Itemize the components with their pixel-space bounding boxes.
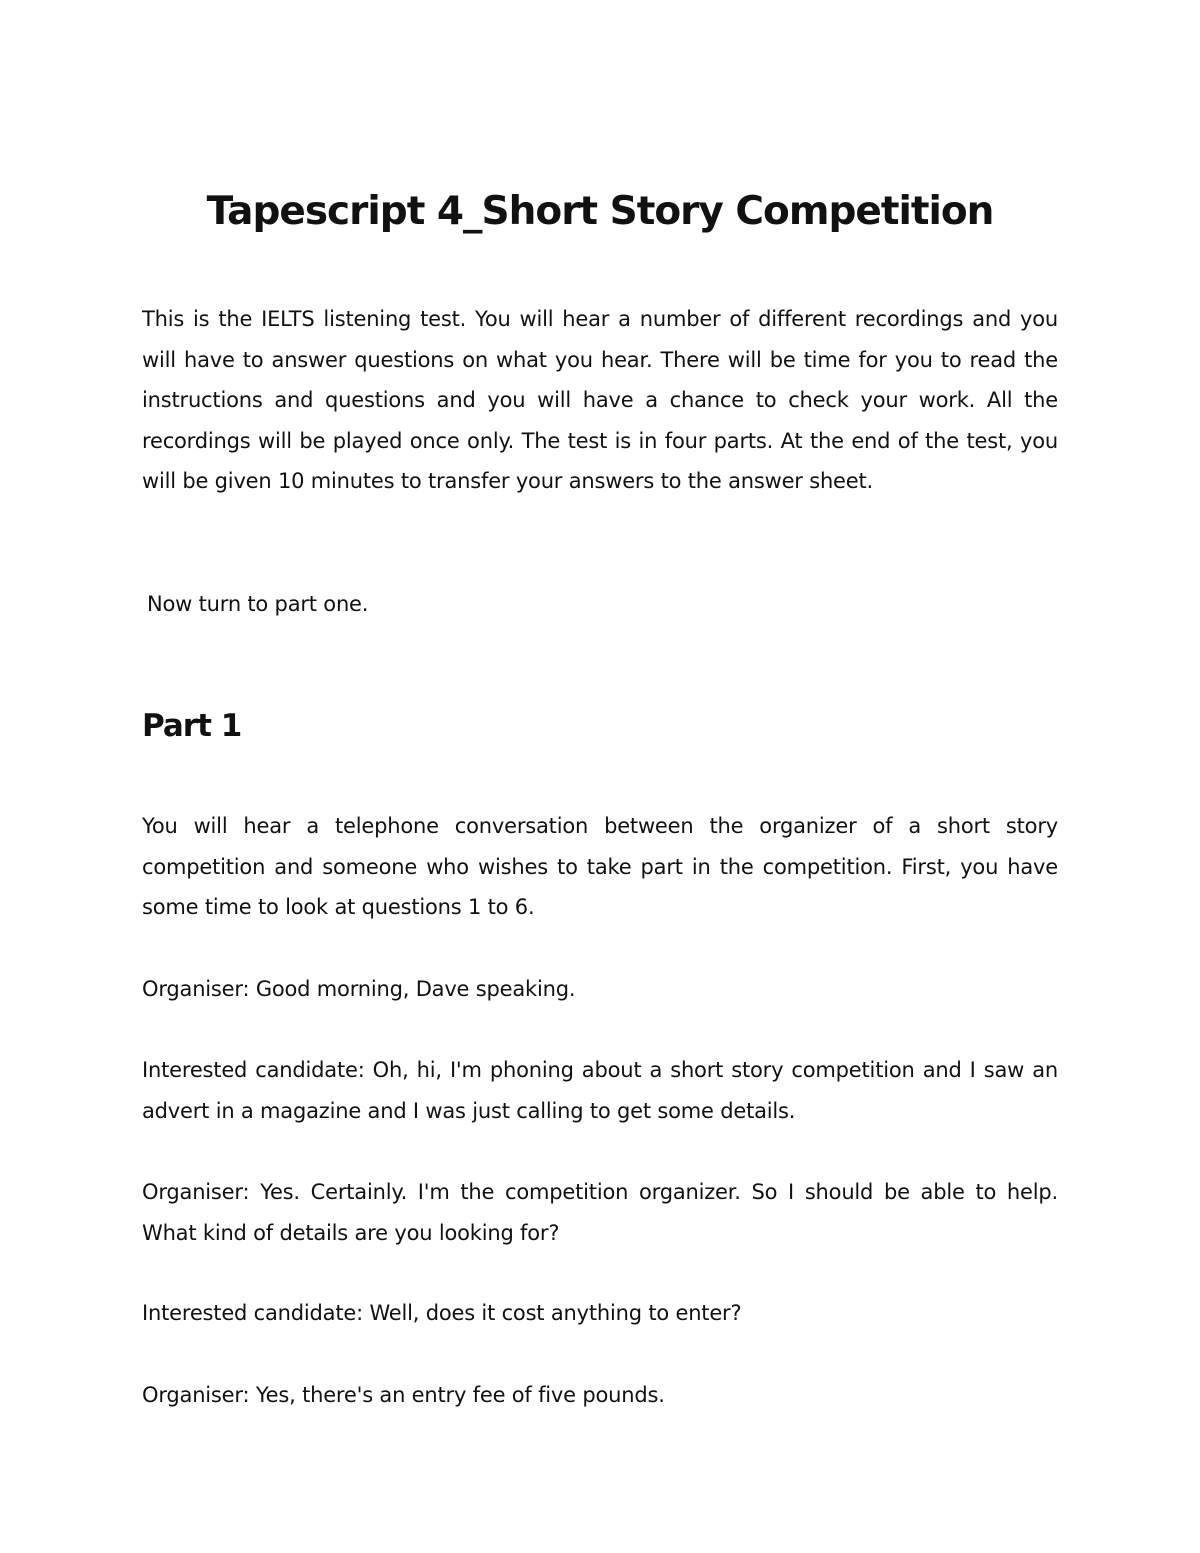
document-title: Tapescript 4_Short Story Competition bbox=[206, 189, 994, 234]
dialogue-line: Interested candidate: Oh, hi, I'm phoning about a short story competition and I saw an advert in a magazine and I was just calling to get some details. bbox=[142, 1058, 1058, 1123]
intro-paragraph: This is the IELTS listening test. You will hear a number of different recordings and you will have to answer questions on what you hear. There will be time for you to read the instructions and questions and you will have a chance to check your work. All the recordings will be played once only. The test is in four parts. At the end of the test, you will be given 10 minutes to transfer your answers to the answer sheet. bbox=[142, 307, 1058, 494]
dialogue-line: Organiser: Good morning, Dave speaking. bbox=[142, 977, 576, 1001]
part-intro-paragraph: You will hear a telephone conversation between the organizer of a short story competition and someone who wishes to take part in the competition. First, you have some time to look at questions 1 to 6. bbox=[142, 814, 1058, 920]
dialogue-line: Interested candidate: Well, does it cost anything to enter? bbox=[142, 1301, 742, 1325]
dialogue-line: Organiser: Yes. Certainly. I'm the competition organizer. So I should be able to help. What kind of details are you looking for? bbox=[142, 1180, 1058, 1245]
turn-instruction: Now turn to part one. bbox=[147, 592, 369, 616]
dialogue-line: Organiser: Yes, there's an entry fee of five pounds. bbox=[142, 1383, 665, 1407]
part-heading: Part 1 bbox=[142, 708, 242, 744]
